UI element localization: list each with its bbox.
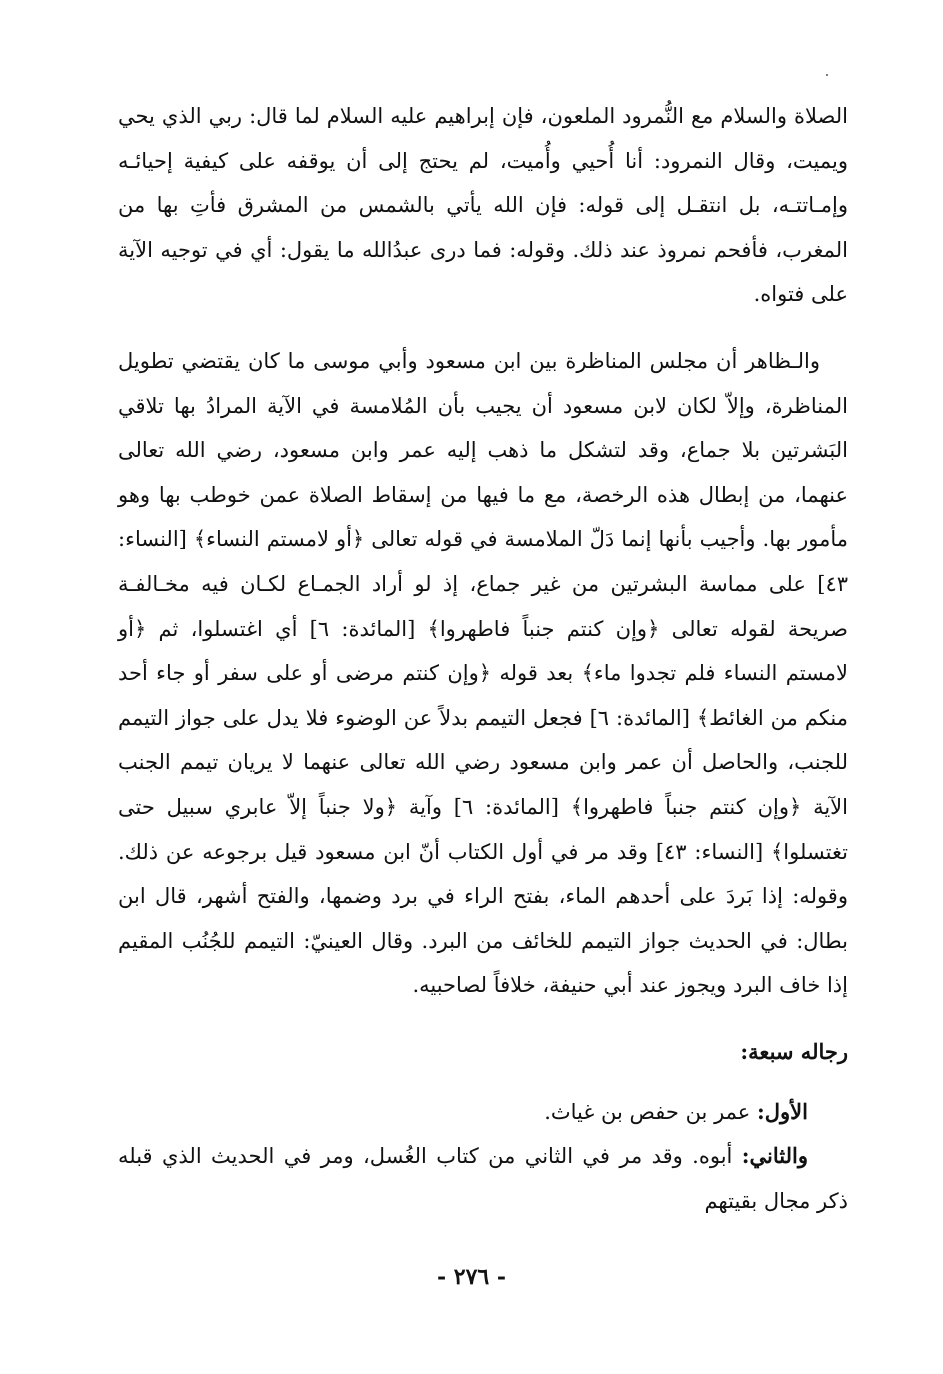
narrators-heading: رجاله سبعة: bbox=[740, 1038, 848, 1064]
narrator-item-first bbox=[118, 1090, 848, 1135]
commentary-paragraph-2: والـظاهر أن مجلس المناظرة بين ابن مسعود وأبي موسى ما كان يقتضي تطويل المناظرة، وإلاّ لكان لابن مسعود أن يجيب بأن المُلامسة في الآية المرادُ بها تلاقي البَشرتين بلا جماع، وقد لتشكل ما ذهب إليه عمر وابن مسعود، رضي الله تعالى عنهما، من إبطال هذه الرخصة، مع ما فيها من إسقاط الصلاة عمن خوطب بها وهو مأمور بها. وأجيب بأنها إنما دَلّ الملامسة في قوله تعالى ﴿أو لامستم النساء﴾ [النساء: ٤٣] على مماسة البشرتين من غير جماع، إذ لو أراد الجمـاع لكـان فيه مخـالفـة صريحة لقوله تعالى ﴿وإن كنتم جنباً فاطهروا﴾ [المائدة: ٦] أي اغتسلوا، ثم ﴿أو لامستم النساء فلم تجدوا ماء﴾ بعد قوله ﴿وإن كنتم مرضى أو على سفر أو جاء أحد منكم من الغائط﴾ [المائدة: ٦] فجعل التيمم بدلاً عن الوضوء فلا يدل على جواز التيمم للجنب، والحاصل أن عمر وابن مسعود رضي الله تعالى عنهما لا يريان تيمم الجنب الآية ﴿وإن كنتم جنباً فاطهروا﴾ [المائدة: ٦] وآية ﴿ولا جنباً إلاّ عابري سبيل حتى تغتسلوا﴾ [النساء: ٤٣] وقد مر في أول الكتاب أنّ ابن مسعود قيل برجوعه عن ذلك. وقوله: إذا بَردَ على أحدهم الماء، بفتح الراء في برد وضمها، والفتح أشهر، قال ابن بطال: في الحديث جواز التيمم للخائف من البرد. وقال العينيّ: التيمم للجُنُب المقيم إذا خاف البرد ويجوز عند أبي حنيفة، خلافاً لصاحبيه. bbox=[118, 348, 848, 998]
narrator-text: أبوه. وقد مر في الثاني من كتاب الغُسل، ومر في الحديث الذي قبله ذكر مجال بقيتهم bbox=[118, 1144, 848, 1214]
narrators-list bbox=[118, 1090, 848, 1224]
narrator-label: والثاني: bbox=[741, 1143, 808, 1169]
page-number: - ٢٧٦ - bbox=[436, 1264, 507, 1290]
page-body bbox=[118, 94, 848, 1224]
commentary-paragraph-1: الصلاة والسلام مع النُّمرود الملعون، فإن إبراهيم عليه السلام لما قال: ربي الذي يحي ويميت، وقال النمرود: أنا أُحيي وأُميت، لم يحتج إلى أن يوقفه على كيفية إحيائـه وإمـاتتـه، بل انتقـل إلى قوله: فإن الله يأتي بالشمس من المشرق فأتِ بها من المغرب، فأفحم نمروذ عند ذلك. وقوله: فما درى عبدُالله ما يقول: أي في توجيه الآية على فتواه. bbox=[118, 104, 848, 307]
narrator-item-second bbox=[118, 1134, 848, 1223]
margin-speck bbox=[826, 74, 828, 76]
narrator-label: الأول: bbox=[757, 1098, 808, 1124]
narrator-text: عمر بن حفص بن غياث. bbox=[544, 1099, 751, 1124]
